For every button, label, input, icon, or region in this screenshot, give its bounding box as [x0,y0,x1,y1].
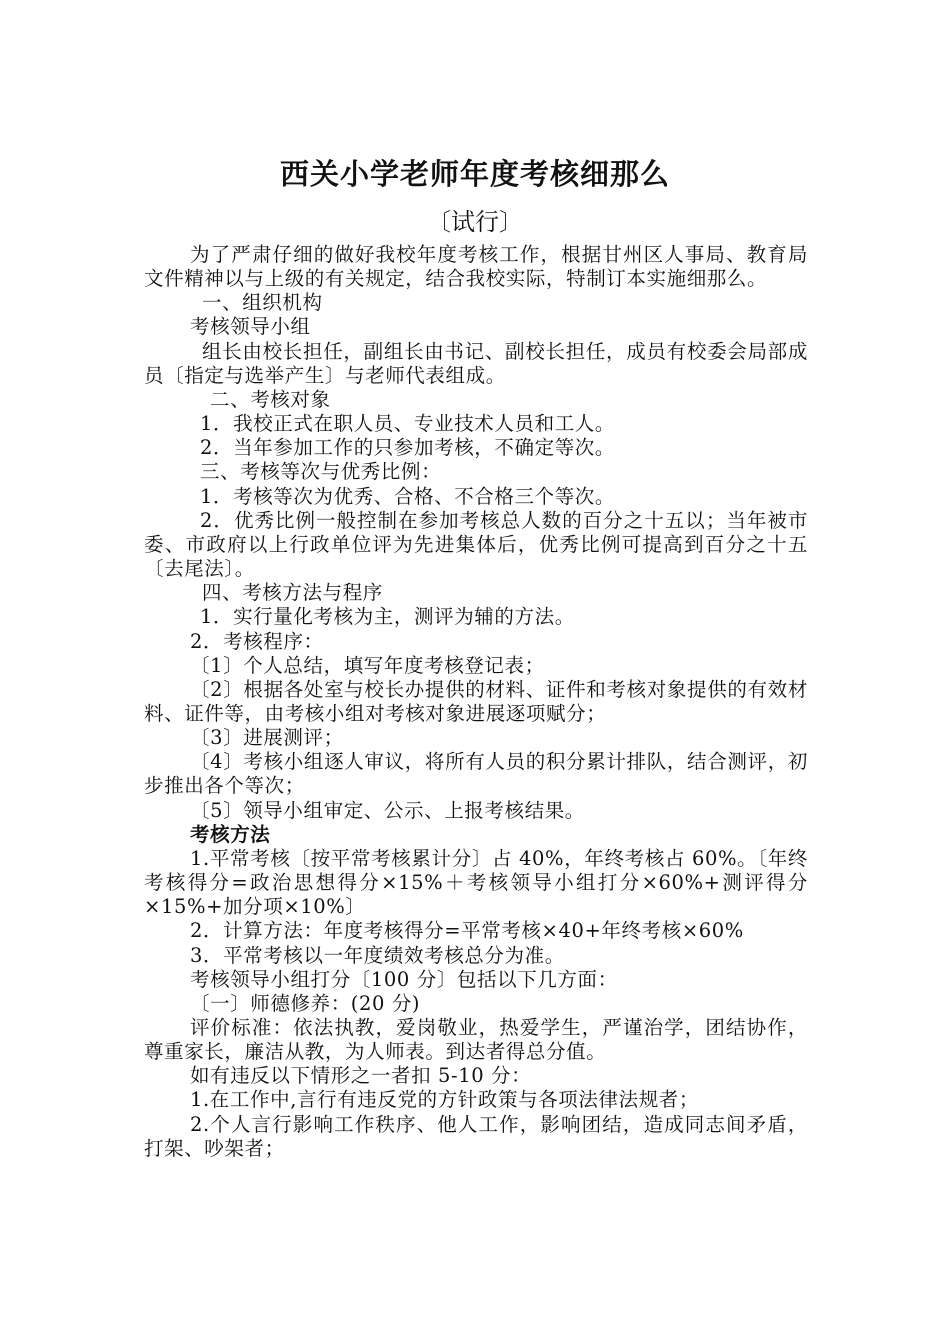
list-item: 〔3〕进展测评； [190,726,344,750]
list-item: 2．优秀比例一般控制在参加考核总人数的百分之十五以；当年被市委、市政府以上行政单位评为先进集体后，优秀比例可提高到百分之十五〔去尾法〕。 [144,508,808,581]
list-item: 〔5〕领导小组审定、公示、上报考核结果。 [190,798,585,822]
list-item: 〔1〕个人总结，填写年度考核登记表； [190,653,545,677]
list-item: 1.平常考核〔按平常考核累计分〕占 40%，年终考核占 60%。〔年终考核得分=政治思想得分×15%＋考核领导小组打分×60%+测评得分×15%+加分项×10%〕 [144,846,808,919]
list-item: 1．考核等次为优秀、合格、不合格三个等次。 [200,484,616,508]
subsection-heading: 考核领导小组 [190,315,311,339]
paragraph-intro: 为了严肃仔细的做好我校年度考核工作，根据甘州区人事局、教育局文件精神以与上级的有关规定，结合我校实际，特制订本实施细那么。 [144,243,808,291]
list-item: 〔2〕根据各处室与校长办提供的材料、证件和考核对象提供的有效材料、证件等，由考核小组对考核对象进展逐项赋分； [144,677,808,725]
paragraph: 组长由校长担任，副组长由书记、副校长担任，成员有校委会局部成员〔指定与选举产生〕与老师代表组成。 [144,339,808,387]
subsection-heading: 〔一〕师德修养：(20 分) [190,991,421,1015]
list-item: 1.在工作中,言行有违反党的方针政策与各项法律法规者； [190,1088,700,1112]
document-title: 西关小学老师年度考核细那么 [279,157,670,191]
document-body [144,243,808,1161]
list-item: 〔4〕考核小组逐人审议，将所有人员的积分累计排队，结合测评，初步推出各个等次； [144,750,808,798]
list-item: 2．计算方法：年度考核得分=平常考核×40+年终考核×60% [190,919,744,943]
section-heading: 三、考核等次与优秀比例： [200,460,442,484]
document-subtitle: 〔试行〕 [427,208,523,236]
paragraph: 如有违反以下情形之一者扣 5-10 分： [190,1064,532,1088]
list-item: 2．当年参加工作的只参加考核，不确定等次。 [200,436,616,460]
list-item: 2.个人言行影响工作秩序、他人工作，影响团结，造成同志间矛盾，打架、吵架者； [144,1112,808,1160]
list-item: 1．实行量化考核为主，测评为辅的方法。 [200,605,575,629]
paragraph: 评价标准：依法执教，爱岗敬业，热爱学生，严谨治学，团结协作，尊重家长，廉洁从教，为人师表。到达者得总分值。 [144,1016,808,1064]
paragraph: 考核领导小组打分〔100 分〕包括以下几方面： [190,967,618,991]
list-item: 1．我校正式在职人员、专业技术人员和工人。 [200,412,616,436]
section-heading: 考核方法 [190,822,271,846]
section-heading: 二、考核对象 [210,387,331,411]
list-item: 3．平常考核以一年度绩效考核总分为准。 [190,943,565,967]
section-heading: 一、组织机构 [202,291,323,315]
section-heading: 四、考核方法与程序 [202,581,383,605]
list-item: 2．考核程序： [190,629,324,653]
